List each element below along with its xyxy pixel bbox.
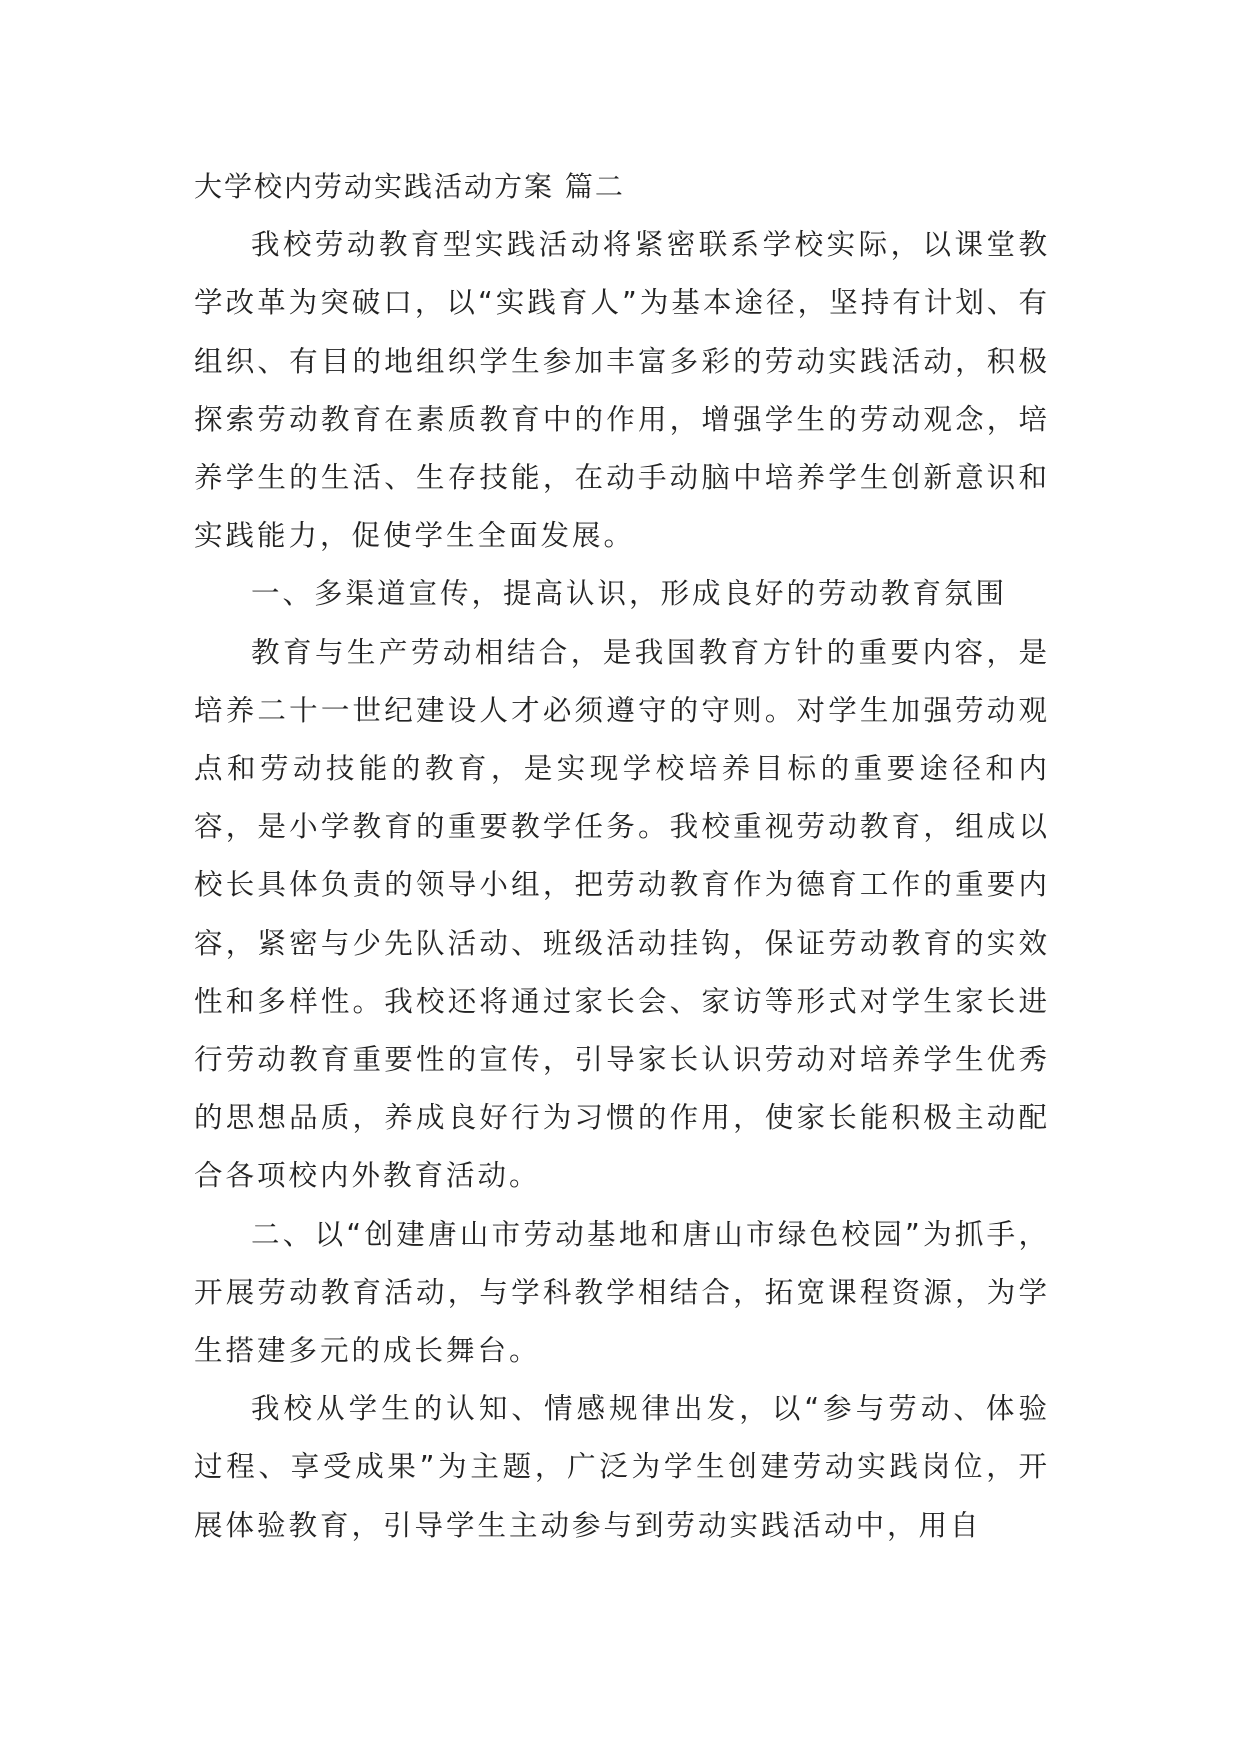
- paragraph-intro: 我校劳动教育型实践活动将紧密联系学校实际，以课堂教学改革为突破口，以“实践育人”为基本途径，坚持有计划、有组织、有目的地组织学生参加丰富多彩的劳动实践活动，积极探索劳动教育在素质教育中的作用，增强学生的劳动观念，培养学生的生活、生存技能，在动手动脑中培养学生创新意识和实践能力，促使学生全面发展。: [194, 228, 1050, 553]
- section-heading-one: 一、多渠道宣传，提高认识，形成良好的劳动教育氛围: [251, 577, 1008, 611]
- paragraph-section-one: 教育与生产劳动相结合，是我国教育方针的重要内容，是培养二十一世纪建设人才必须遵守的守则。对学生加强劳动观点和劳动技能的教育，是实现学校培养目标的重要途径和内容，是小学教育的重要教学任务。我校重视劳动教育，组成以校长具体负责的领导小组，把劳动教育作为德育工作的重要内容，紧密与少先队活动、班级活动挂钩，保证劳动教育的实效性和多样性。我校还将通过家长会、家访等形式对学生家长进行劳动教育重要性的宣传，引导家长认识劳动对培养学生优秀的思想品质，养成良好行为习惯的作用，使家长能积极主动配合各项校内外教育活动。: [194, 635, 1050, 1193]
- paragraph-section-two: 我校从学生的认知、情感规律出发，以“参与劳动、体验过程、享受成果”为主题，广泛为学生创建劳动实践岗位，开展体验教育，引导学生主动参与到劳动实践活动中，用自: [194, 1392, 1050, 1542]
- section-heading-two: 二、以“创建唐山市劳动基地和唐山市绿色校园”为抓手，开展劳动教育活动，与学科教学相结合，拓宽课程资源，为学生搭建多元的成长舞台。: [194, 1217, 1050, 1368]
- document-body: [194, 158, 1050, 1555]
- document-title: 大学校内劳动实践活动方案 篇二: [194, 170, 625, 203]
